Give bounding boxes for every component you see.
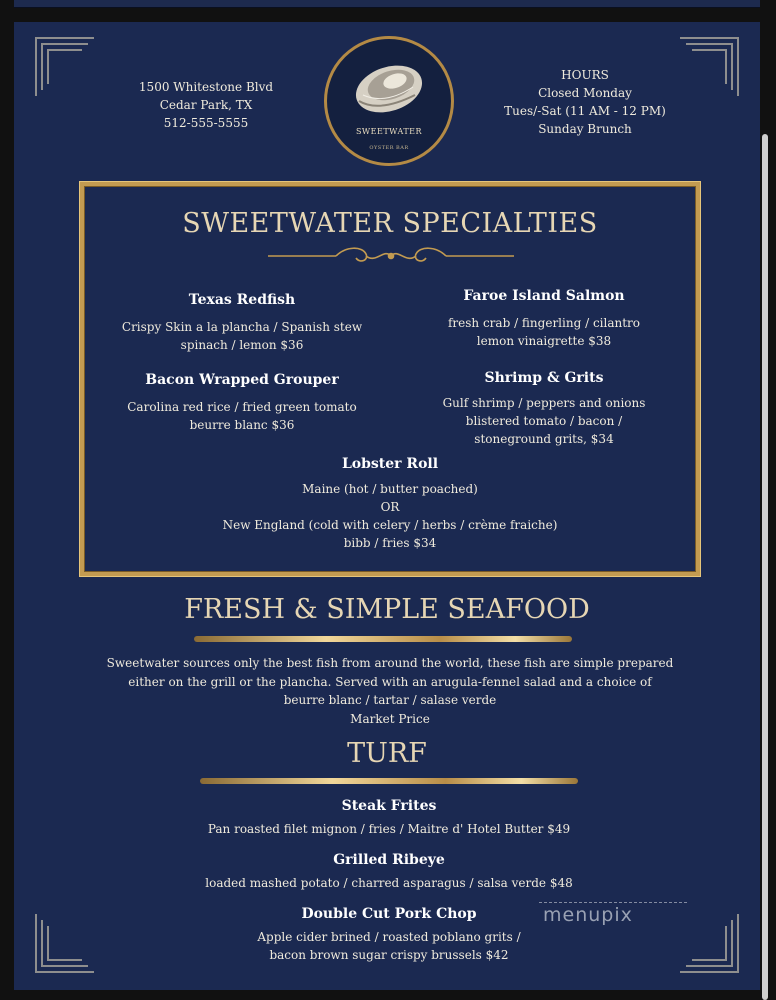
watermark-text: menupix	[543, 904, 633, 926]
opening-hours	[494, 66, 676, 138]
desc-line: lemon vinaigrette $38	[476, 334, 612, 348]
desc-line: Apple cider brined / roasted poblano grits /	[257, 930, 521, 944]
dish-texas-redfish	[108, 290, 376, 354]
dish-name: Double Cut Pork Chop	[301, 906, 477, 922]
corner-ornament-bottom-left	[32, 912, 96, 976]
oyster-icon	[349, 55, 429, 123]
dish-description: Pan roasted filet mignon / fries / Maitre d' Hotel Butter $49	[207, 822, 571, 836]
dish-name: Steak Frites	[341, 798, 437, 814]
menu-page	[14, 22, 760, 990]
menupix-watermark	[539, 902, 689, 942]
dish-name: Lobster Roll	[341, 456, 439, 472]
flourish-divider-icon	[266, 244, 516, 268]
scrollbar[interactable]	[762, 134, 768, 1000]
corner-ornament-top-left	[32, 34, 96, 98]
dish-lobster-roll	[184, 454, 596, 552]
corner-ornament-top-right	[678, 34, 742, 98]
phone-number: 512-555-5555	[163, 116, 249, 130]
desc-line: spinach / lemon $36	[180, 338, 304, 352]
specialties-title: SWEETWATER SPECIALTIES	[182, 208, 598, 239]
logo-name: SWEETWATER	[355, 127, 423, 136]
dish-grilled-ribeye	[154, 850, 624, 892]
specialties-frame	[80, 182, 700, 576]
hours-line: HOURS	[561, 68, 609, 82]
dish-shrimp-and-grits	[404, 368, 684, 448]
desc-line: Sweetwater sources only the best fish from around the world, these fish are simple prepared	[106, 656, 674, 670]
desc-line: blistered tomato / bacon /	[465, 414, 623, 428]
logo-subtitle: OYSTER BAR	[369, 145, 409, 151]
desc-line: Crispy Skin a la plancha / Spanish stew	[121, 320, 363, 334]
seafood-description	[84, 654, 696, 728]
dish-description	[404, 394, 684, 448]
desc-line: New England (cold with celery / herbs / crème fraiche)	[222, 518, 558, 532]
restaurant-address	[132, 78, 280, 132]
desc-line: bibb / fries $34	[343, 536, 437, 550]
dish-description	[404, 314, 684, 350]
desc-line: Carolina red rice / fried green tomato	[127, 400, 357, 414]
watermark-dots	[539, 902, 687, 903]
desc-line: beurre blanc $36	[189, 418, 295, 432]
dish-name: Shrimp & Grits	[484, 370, 604, 386]
logo	[324, 36, 454, 166]
desc-line: stoneground grits, $34	[474, 432, 614, 446]
dish-name: Texas Redfish	[188, 292, 296, 308]
desc-line: beurre blanc / tartar / salase verde	[283, 693, 497, 707]
dish-bacon-wrapped-grouper	[108, 370, 376, 434]
hours-line: Sunday Brunch	[538, 122, 632, 136]
dish-description: loaded mashed potato / charred asparagus / salsa verde $48	[205, 876, 573, 890]
desc-line: either on the grill or the plancha. Served with an arugula-fennel salad and a choice of	[128, 674, 652, 689]
desc-line: fresh crab / fingerling / cilantro	[447, 316, 641, 330]
dish-faroe-island-salmon	[404, 286, 684, 350]
turf-title: TURF	[347, 738, 427, 769]
dish-name: Grilled Ribeye	[333, 852, 445, 868]
dish-description	[184, 480, 596, 552]
dish-description	[108, 398, 376, 434]
seafood-title: FRESH & SIMPLE SEAFOOD	[184, 594, 590, 625]
top-strip	[14, 0, 760, 8]
dish-description	[108, 318, 376, 354]
desc-line: Maine (hot / butter poached)	[302, 482, 478, 496]
address-line: Cedar Park, TX	[159, 98, 253, 112]
desc-line: Gulf shrimp / peppers and onions	[442, 396, 646, 410]
market-price: Market Price	[350, 711, 430, 726]
dish-name: Bacon Wrapped Grouper	[145, 372, 339, 388]
address-line: 1500 Whitestone Blvd	[138, 80, 274, 94]
desc-line: OR	[380, 500, 400, 514]
gold-divider	[194, 636, 572, 642]
hours-line: Closed Monday	[538, 86, 632, 100]
dish-steak-frites	[154, 796, 624, 838]
hours-line: Tues/-Sat (11 AM - 12 PM)	[504, 104, 666, 118]
desc-line: bacon brown sugar crispy brussels $42	[269, 948, 509, 962]
dish-name: Faroe Island Salmon	[463, 288, 625, 304]
gold-divider	[200, 778, 578, 784]
